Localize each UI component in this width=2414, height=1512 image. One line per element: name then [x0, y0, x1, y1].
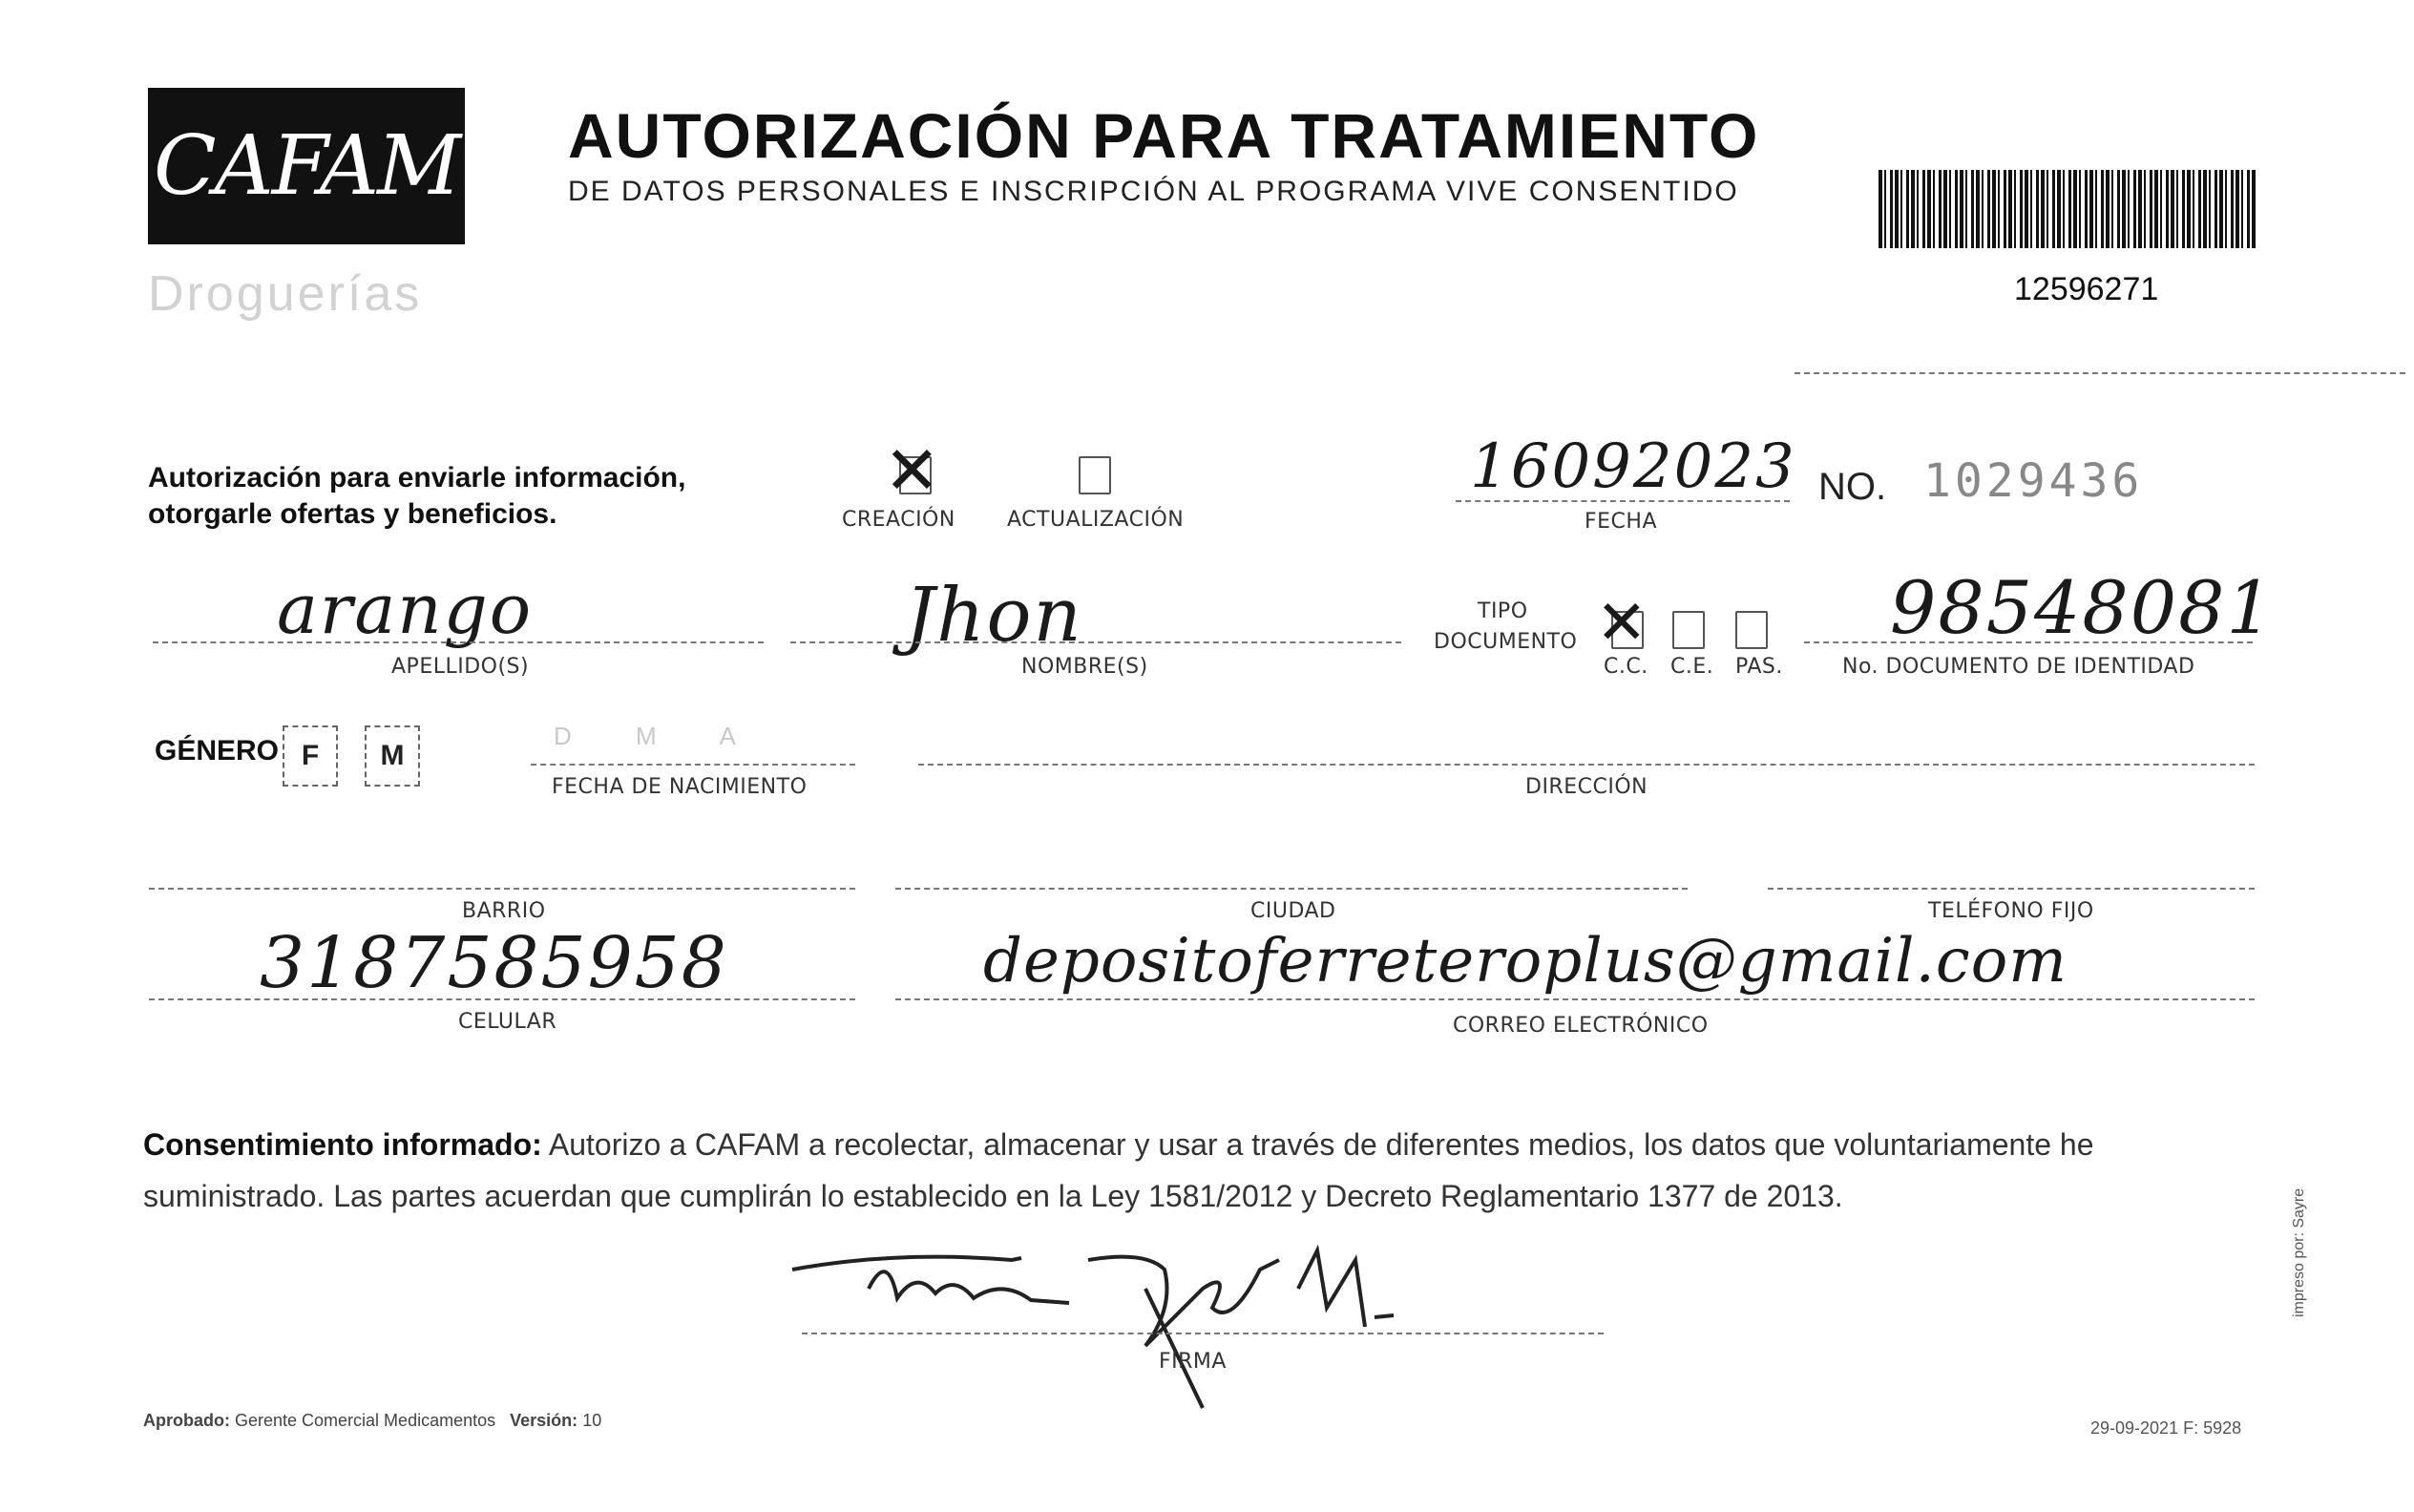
apellidos-line[interactable]: [153, 641, 764, 643]
nacimiento-hint: D M A: [554, 722, 765, 750]
apellidos-value: arango: [277, 569, 534, 649]
nacimiento-label: FECHA DE NACIMIENTO: [552, 775, 808, 799]
nombres-line[interactable]: [790, 641, 1401, 643]
logo-text: CAFAM: [153, 118, 460, 214]
correo-label: CORREO ELECTRÓNICO: [1453, 1014, 1709, 1038]
aprobado-label: Aprobado:: [143, 1411, 230, 1430]
actualizacion-checkbox[interactable]: [1079, 456, 1111, 494]
firma-line[interactable]: [802, 1333, 1604, 1334]
barcode: [1879, 170, 2257, 248]
footer-approval: [143, 1411, 601, 1431]
nombres-label: NOMBRE(S): [1021, 655, 1148, 679]
consent-paragraph: [143, 1119, 2272, 1222]
celular-value: 3187585958: [260, 922, 728, 1004]
version-label: Versión:: [510, 1411, 578, 1430]
cc-label: C.C.: [1604, 655, 1648, 679]
documento-line[interactable]: [1804, 641, 2253, 643]
pas-label: PAS.: [1735, 655, 1783, 679]
fecha-line: [1456, 500, 1790, 502]
barrio-line[interactable]: [149, 888, 855, 890]
actualizacion-label: ACTUALIZACIÓN: [1007, 508, 1185, 532]
documento-label: No. DOCUMENTO DE IDENTIDAD: [1842, 655, 2195, 679]
tipo-label: TIPO: [1478, 599, 1528, 623]
fecha-value: 16092023: [1470, 431, 1796, 502]
telefono-line[interactable]: [1768, 888, 2255, 890]
creacion-check-mark: ✕: [884, 431, 942, 510]
version-value: 10: [582, 1411, 602, 1430]
genero-m-box[interactable]: [365, 725, 420, 787]
ciudad-label: CIUDAD: [1250, 899, 1336, 923]
correo-value: depositoferreteroplus@gmail.com: [983, 926, 2068, 997]
intro-line-1: Autorización para enviarle información,: [148, 462, 686, 494]
fecha-label: FECHA: [1585, 510, 1658, 534]
genero-m-label: M: [380, 740, 405, 771]
consent-body: Autorizo a CAFAM a recolectar, almacenar y usar a través de diferentes medios, los datos que voluntariamente he suministrado. Las partes acuerdan que cumplirán lo establecido en la Ley 1581/2012 y Decreto Reglamentario 1377 de 2013.: [143, 1127, 2094, 1213]
barrio-label: BARRIO: [462, 899, 546, 923]
nacimiento-line[interactable]: [531, 764, 855, 766]
no-value: 1029436: [1923, 454, 2144, 508]
no-label: NO.: [1818, 466, 1887, 508]
logo-subtext: Droguerías: [148, 266, 423, 322]
aprobado-value: Gerente Comercial Medicamentos: [235, 1411, 496, 1430]
intro-line-2: otorgarle ofertas y beneficios.: [148, 498, 557, 530]
genero-f-box[interactable]: [283, 725, 338, 787]
ce-checkbox[interactable]: [1672, 611, 1705, 649]
barcode-number: 12596271: [2014, 271, 2159, 307]
apellidos-label: APELLIDO(S): [391, 655, 530, 679]
header-divider: [1795, 372, 2405, 374]
cafam-logo: [148, 88, 465, 244]
celular-label: CELULAR: [458, 1010, 557, 1034]
pas-checkbox[interactable]: [1735, 611, 1768, 649]
genero-f-label: F: [301, 740, 320, 771]
footer-date-code: 29-09-2021 F: 5928: [2090, 1418, 2242, 1438]
side-print-text: impreso por: Sayre: [2291, 1187, 2307, 1317]
celular-line[interactable]: [149, 998, 855, 1000]
cc-check-mark: ✕: [1596, 588, 1649, 659]
direccion-line[interactable]: [918, 764, 2255, 766]
signature-image: [783, 1231, 1565, 1413]
creacion-label: CREACIÓN: [842, 508, 955, 532]
ciudad-line[interactable]: [895, 888, 1688, 890]
genero-label: GÉNERO: [155, 735, 280, 766]
documento-value: 98548081: [1890, 565, 2275, 650]
correo-line[interactable]: [895, 998, 2255, 1000]
form-title: AUTORIZACIÓN PARA TRATAMIENTO: [568, 100, 1760, 171]
consent-heading: Consentimiento informado:: [143, 1127, 542, 1162]
firma-label: FIRMA: [1159, 1350, 1227, 1374]
nombres-value: Jhon: [905, 573, 1083, 659]
direccion-label: DIRECCIÓN: [1525, 775, 1648, 799]
telefono-label: TELÉFONO FIJO: [1928, 899, 2094, 923]
documento-tipo-label: DOCUMENTO: [1434, 630, 1578, 654]
form-subtitle: DE DATOS PERSONALES E INSCRIPCIÓN AL PROGRAMA VIVE CONSENTIDO: [568, 176, 1739, 207]
ce-label: C.E.: [1670, 655, 1714, 679]
